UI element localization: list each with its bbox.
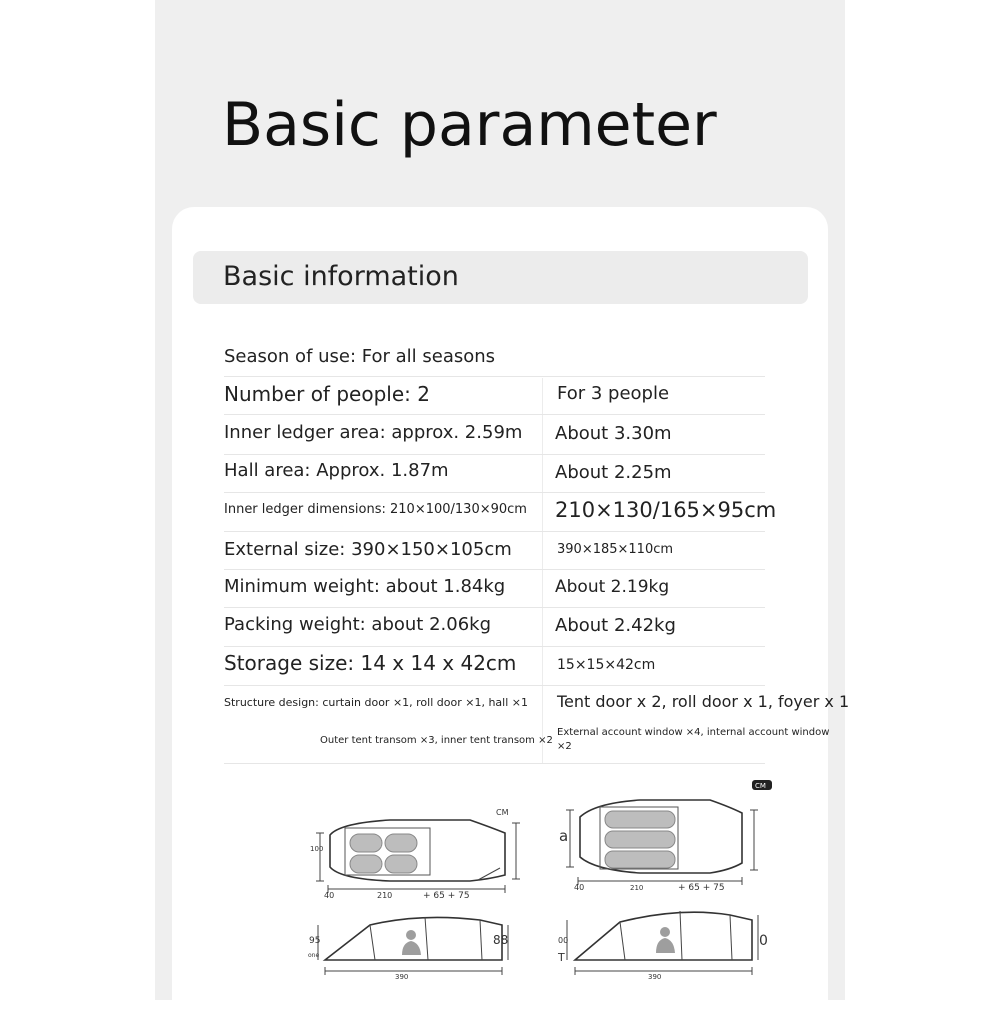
row-left-packing-weight: Packing weight: about 2.06kg bbox=[224, 614, 492, 635]
row-right-storage-size: 15×15×42cm bbox=[557, 657, 656, 673]
row-divider bbox=[224, 492, 765, 493]
row-left-inner-area: Inner ledger area: approx. 2.59m bbox=[224, 422, 523, 443]
row-right-min-weight: About 2.19kg bbox=[555, 577, 670, 597]
column-divider bbox=[542, 378, 543, 764]
structure-right-line3: ×2 bbox=[557, 741, 572, 752]
large-side-small-label: T bbox=[558, 951, 565, 964]
row-left-people: Number of people: 2 bbox=[224, 382, 430, 406]
row-left-inner-dimensions: Inner ledger dimensions: 210×100/130×90cm bbox=[224, 502, 527, 517]
large-unit-label: CM bbox=[755, 782, 766, 790]
small-width-label: 100 bbox=[310, 845, 324, 853]
row-divider bbox=[224, 763, 765, 764]
page-title: Basic parameter bbox=[222, 90, 717, 160]
row-divider bbox=[224, 454, 765, 455]
tent-diagrams-svg bbox=[290, 775, 790, 1000]
large-side-length: 390 bbox=[648, 973, 662, 981]
large-tent-side-view bbox=[567, 911, 758, 975]
large-length-left: 40 bbox=[574, 883, 585, 892]
row-divider bbox=[224, 414, 765, 415]
small-unit-label: CM bbox=[496, 808, 509, 817]
row-left-hall-area: Hall area: Approx. 1.87m bbox=[224, 460, 449, 481]
row-right-hall-area: About 2.25m bbox=[555, 462, 672, 483]
structure-right-line1: Tent door x 2, roll door x 1, foyer x 1 bbox=[557, 692, 850, 711]
small-length-right: + 65 + 75 bbox=[423, 891, 470, 901]
structure-left-line2: Outer tent transom ×3, inner tent transom ×2 bbox=[320, 735, 553, 746]
small-tent-top-view bbox=[316, 820, 520, 893]
section-title: Basic information bbox=[223, 261, 459, 292]
structure-right-line2: External account window ×4, internal account window bbox=[557, 727, 830, 738]
small-side-length: 390 bbox=[395, 973, 409, 981]
large-width-label: a bbox=[559, 827, 569, 845]
row-right-inner-dimensions: 210×130/165×95cm bbox=[555, 498, 777, 522]
row-right-inner-area: About 3.30m bbox=[555, 423, 672, 444]
large-tent-top-view bbox=[566, 800, 758, 885]
large-length-right: + 65 + 75 bbox=[678, 883, 725, 893]
row-divider bbox=[224, 376, 765, 377]
row-divider bbox=[224, 569, 765, 570]
small-side-small-label: one bbox=[308, 952, 320, 959]
large-length-mid: 210 bbox=[630, 884, 644, 892]
large-side-height-left: 00 bbox=[558, 936, 569, 945]
small-side-height-right: 88 bbox=[493, 933, 509, 947]
large-side-height-right: 0 bbox=[759, 933, 768, 949]
row-left-storage-size: Storage size: 14 x 14 x 42cm bbox=[224, 651, 517, 675]
section-header bbox=[193, 251, 808, 304]
row-left-external-size: External size: 390×150×105cm bbox=[224, 539, 512, 560]
small-side-height-left: 95 bbox=[309, 936, 321, 946]
row-right-packing-weight: About 2.42kg bbox=[555, 615, 676, 636]
row-right-external-size: 390×185×110cm bbox=[557, 542, 674, 557]
small-length-mid: 210 bbox=[377, 891, 393, 900]
row-divider bbox=[224, 685, 765, 686]
structure-left-line1: Structure design: curtain door ×1, roll door ×1, hall ×1 bbox=[224, 696, 528, 709]
small-length-left: 40 bbox=[324, 891, 335, 900]
small-tent-side-view bbox=[318, 917, 508, 975]
row-left-min-weight: Minimum weight: about 1.84kg bbox=[224, 576, 506, 597]
row-divider bbox=[224, 607, 765, 608]
season-of-use: Season of use: For all seasons bbox=[224, 346, 496, 367]
row-divider bbox=[224, 531, 765, 532]
row-divider bbox=[224, 646, 765, 647]
row-right-people: For 3 people bbox=[557, 383, 670, 404]
tent-dimension-diagrams bbox=[290, 775, 790, 1000]
